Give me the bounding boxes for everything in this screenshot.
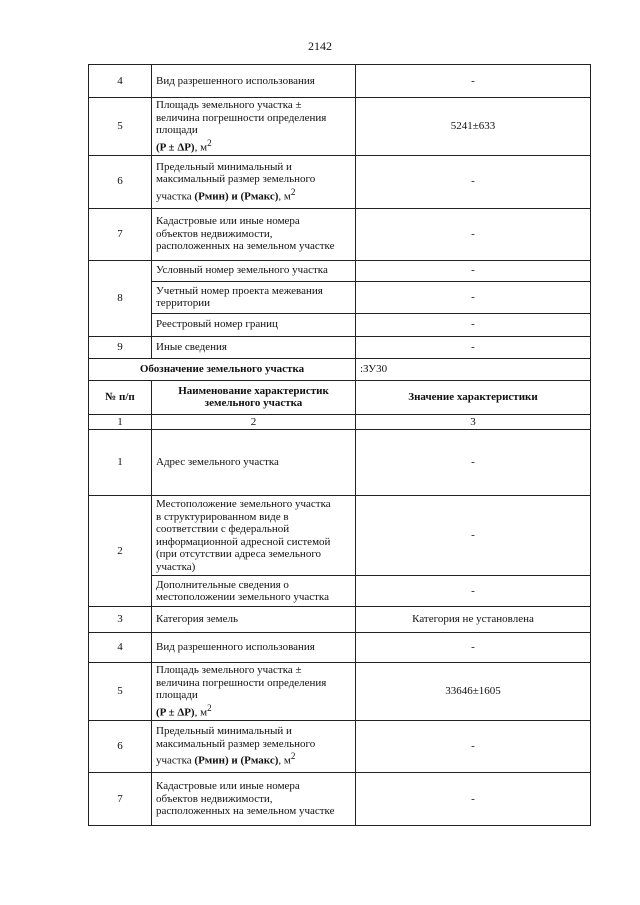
row-value: Категория не установлена	[356, 607, 591, 633]
row-value: 5241±633	[356, 98, 591, 156]
label-line: расположенных на земельном участке	[156, 240, 335, 253]
header-value: Значение характеристики	[356, 380, 591, 414]
designation-label: Обозначение земельного участка	[89, 358, 356, 380]
row-label	[152, 98, 356, 156]
label-line: (при отсутствии адреса земельного	[156, 548, 322, 561]
row-value: -	[356, 430, 591, 496]
row-value: -	[356, 336, 591, 358]
label-formula: (Pмин) и (Pмакс)	[194, 754, 279, 767]
page-number: 2142	[308, 39, 332, 53]
row-value: -	[356, 155, 591, 208]
table-row	[89, 430, 591, 496]
row-value: -	[356, 208, 591, 260]
label-line: Кадастровые или иные номера	[156, 780, 300, 793]
row-value: 33646±1605	[356, 663, 591, 721]
row-label	[152, 208, 356, 260]
row-number: 5	[89, 663, 152, 721]
row-label	[152, 720, 356, 772]
row-number: 5	[89, 98, 152, 156]
header-name	[152, 380, 356, 414]
table-header-row	[89, 380, 591, 414]
header-line: земельного участка	[204, 397, 303, 410]
label-line: Предельный минимальный и	[156, 160, 292, 173]
table-row	[89, 720, 591, 772]
label-line: объектов недвижимости,	[156, 227, 273, 240]
label-line: местоположении земельного участка	[156, 591, 329, 604]
label-line: информационной адресной системой	[156, 535, 331, 548]
row-value: -	[356, 65, 591, 98]
table-row	[89, 772, 591, 825]
label-line: участка)	[156, 560, 196, 573]
row-value: -	[356, 576, 591, 607]
header-index: 1	[89, 414, 152, 430]
table-row	[89, 281, 591, 313]
table-row	[89, 155, 591, 208]
header-index-row	[89, 414, 591, 430]
table-row	[89, 260, 591, 281]
row-label: Вид разрешенного использования	[152, 633, 356, 663]
row-value: -	[356, 720, 591, 772]
table-row	[89, 336, 591, 358]
land-plot-table	[88, 64, 591, 826]
row-value: -	[356, 313, 591, 336]
table-row	[89, 496, 591, 576]
row-value: -	[356, 281, 591, 313]
row-label: Категория земель	[152, 607, 356, 633]
row-number: 6	[89, 155, 152, 208]
row-number: 8	[89, 260, 152, 336]
label-line: площади	[156, 689, 198, 702]
row-label	[152, 281, 356, 313]
table-row	[89, 98, 591, 156]
row-value: -	[356, 772, 591, 825]
label-line: в структурированном виде в	[156, 510, 289, 523]
label-line: Местоположение земельного участка	[156, 498, 331, 511]
header-index: 2	[152, 414, 356, 430]
row-number: 9	[89, 336, 152, 358]
table-row	[89, 208, 591, 260]
label-line: Площадь земельного участка ±	[156, 664, 302, 677]
row-number: 1	[89, 430, 152, 496]
label-formula: (P ± ΔP)	[156, 141, 195, 154]
label-line: участка	[156, 190, 195, 203]
table-row	[89, 313, 591, 336]
row-label	[152, 663, 356, 721]
row-number: 4	[89, 633, 152, 663]
row-value: -	[356, 496, 591, 576]
row-number: 2	[89, 496, 152, 607]
label-formula: (P ± ΔP)	[156, 706, 195, 719]
row-number: 3	[89, 607, 152, 633]
row-label: Реестровый номер границ	[152, 313, 356, 336]
label-line: площади	[156, 124, 198, 136]
label-line: территории	[156, 297, 211, 310]
label-unit-sup: 2	[290, 186, 296, 197]
label-unit-sup: 2	[290, 751, 296, 762]
label-line: Кадастровые или иные номера	[156, 215, 300, 228]
label-line: участка	[156, 754, 195, 767]
label-unit-sup: 2	[207, 137, 212, 148]
table-row	[89, 65, 591, 98]
row-label: Иные сведения	[152, 336, 356, 358]
label-line: величина погрешности определения	[156, 676, 327, 689]
row-label: Адрес земельного участка	[152, 430, 356, 496]
label-line: величина погрешности определения	[156, 111, 327, 124]
row-number: 7	[89, 772, 152, 825]
row-label: Вид разрешенного использования	[152, 65, 356, 98]
label-unit: , м	[278, 190, 291, 203]
label-line: Дополнительные сведения о	[156, 578, 289, 591]
row-value: -	[356, 633, 591, 663]
designation-value: :ЗУ30	[356, 358, 591, 380]
row-number: 6	[89, 720, 152, 772]
table-row	[89, 576, 591, 607]
label-unit: , м	[194, 141, 208, 154]
label-line: объектов недвижимости,	[156, 792, 273, 805]
header-line: Наименование характеристик	[178, 384, 329, 397]
label-unit: , м	[278, 754, 291, 767]
row-label	[152, 772, 356, 825]
row-label	[152, 576, 356, 607]
label-line: расположенных на земельном участке	[156, 805, 335, 818]
label-unit: , м	[194, 706, 208, 719]
label-line: максимальный размер земельного	[156, 737, 316, 750]
header-number: № п/п	[89, 380, 152, 414]
table-row	[89, 663, 591, 721]
label-line: максимальный размер земельного	[156, 173, 316, 186]
row-label: Условный номер земельного участка	[152, 260, 356, 281]
label-line: Предельный минимальный и	[156, 725, 292, 738]
label-unit-sup: 2	[207, 702, 212, 713]
row-label	[152, 155, 356, 208]
row-value: -	[356, 260, 591, 281]
row-number: 4	[89, 65, 152, 98]
label-formula: (Pмин) и (Pмакс)	[194, 190, 279, 203]
label-line: соответствии с федеральной	[156, 523, 290, 536]
table-row	[89, 607, 591, 633]
row-number: 7	[89, 208, 152, 260]
table-row	[89, 633, 591, 663]
header-index: 3	[356, 414, 591, 430]
row-label	[152, 496, 356, 576]
designation-row	[89, 358, 591, 380]
label-line: Площадь земельного участка ±	[156, 99, 302, 111]
label-line: Учетный номер проекта межевания	[156, 284, 323, 297]
